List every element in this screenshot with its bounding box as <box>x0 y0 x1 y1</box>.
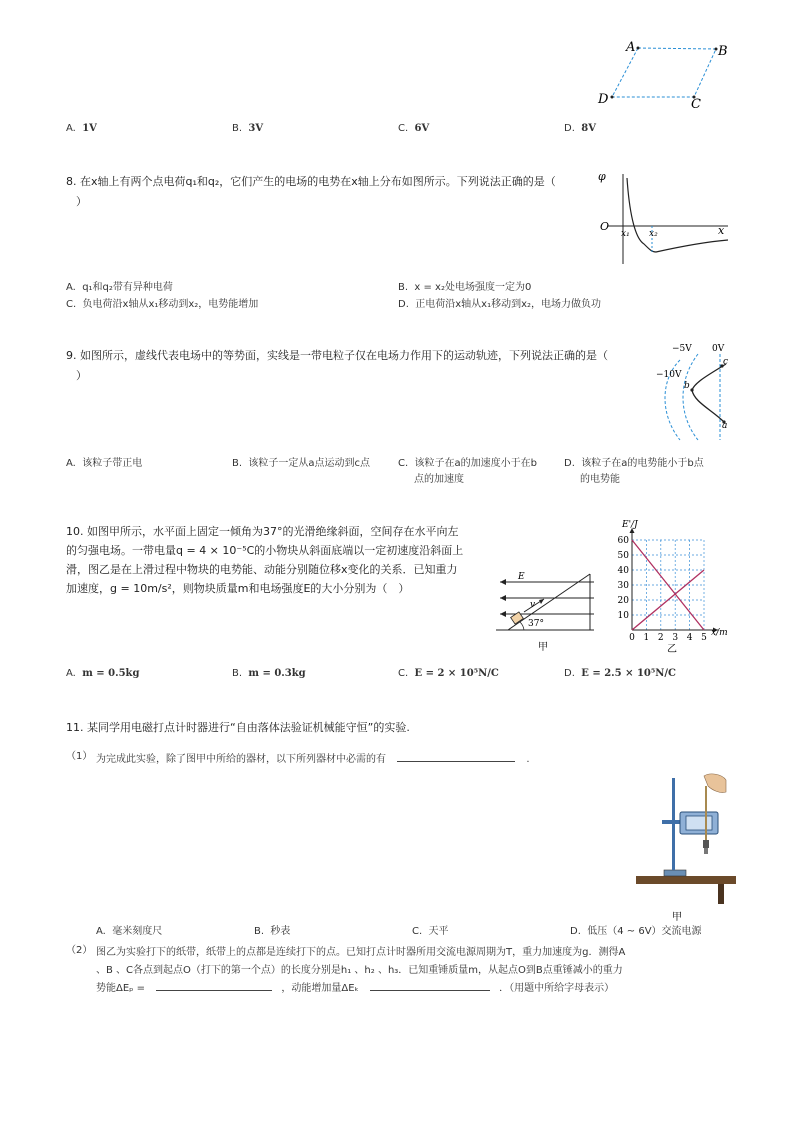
q9-option-c[interactable]: C. 该粒子在a的加速度小于在b 点的加速度 <box>398 458 538 485</box>
label-c: C <box>691 97 701 112</box>
q7-option-d[interactable]: D. 8V <box>564 123 596 134</box>
chart-grid <box>630 528 719 633</box>
label-velocity: v <box>530 600 536 610</box>
q11-part1: 为完成此实验，除了图甲中所给的器材，以下所列器材中必需的有 . <box>96 754 530 765</box>
y-tick-label: 40 <box>617 566 629 576</box>
y-tick-label: 20 <box>617 596 629 606</box>
x-tick-label: 4 <box>686 633 693 643</box>
label-phi: φ <box>598 170 606 183</box>
q9-option-d[interactable]: D. 该粒子在a的电势能小于b点 的电势能 <box>564 458 704 485</box>
label-d: D <box>598 92 609 107</box>
caption-apparatus: 甲 <box>672 912 682 923</box>
q10-incline-figure <box>490 556 600 656</box>
label-angle: 37° <box>528 619 544 629</box>
label-field-e: E <box>518 572 525 582</box>
q7-parallelogram-figure <box>590 36 740 112</box>
x-tick-label: 0 <box>629 633 635 643</box>
q10-option-c[interactable]: C. E = 2 × 10⁵N/C <box>398 668 499 679</box>
q10-option-a[interactable]: A. m = 0.5kg <box>66 668 140 679</box>
y-tick-label: 50 <box>617 551 629 561</box>
y-tick-label: 10 <box>617 611 629 621</box>
label-b: B <box>718 44 728 59</box>
label-point-c: c <box>723 357 729 367</box>
caption-jia: 甲 <box>538 642 548 653</box>
y-tick-label: 30 <box>617 581 629 591</box>
label-0v: 0V <box>712 344 725 354</box>
q11-stem: 11. 某同学用电磁打点计时器进行“自由落体法验证机械能守恒”的实验. <box>66 721 410 734</box>
chart-x-ticks <box>629 633 707 643</box>
q10-option-d[interactable]: D. E = 2.5 × 10⁵N/C <box>564 668 677 679</box>
q11-part1-answer-blank[interactable] <box>397 761 515 762</box>
q11-part1-number: （1） <box>66 751 93 762</box>
label-point-a: a <box>722 421 728 431</box>
q8-potential-graph <box>594 168 734 266</box>
q11-part2-number: （2） <box>66 945 93 956</box>
chart-ylabel: E'/J <box>622 520 638 530</box>
q9-equipotential-figure <box>650 340 740 442</box>
q11-option-a[interactable]: A. 毫米刻度尺 <box>96 926 163 937</box>
label-point-b: b <box>684 381 690 391</box>
chart-xlabel: x/m <box>711 628 728 638</box>
q11-part2: 图乙为实验打下的纸带，纸带上的点都是连续打下的点。已知打点计时器所用交流电源周期为T，重力加速度为g．测得A 、B 、C各点到起点O（打下的第一个点）的长度分别是h₁ 、h₂ 、h₃．已知重锤质量m，从起点O到B点重锤减小的重力 势能ΔEₚ = ，动能增加量ΔEₖ ．（用题中所给字母表示） <box>96 947 626 994</box>
q8-option-c[interactable]: C. 负电荷沿x轴从x₁移动到x₂，电势能增加 <box>66 299 259 310</box>
q10-stem: 10. 如图甲所示，水平面上固定一倾角为37°的光滑绝缘斜面，空间存在水平向左 的匀强电场。一带电量q = 4 × 10⁻⁵C的小物块从斜面底端以一定初速度沿斜面上 滑，图乙是在上滑过程中物块的电势能、动能分别随位移x变化的关系．已知重力 加速度，g = 10m/s²，则物块质量m和电场强度E的大小分别为（ ） <box>66 525 464 595</box>
caption-yi: 乙 <box>667 644 677 655</box>
x-tick-label: 1 <box>643 633 650 643</box>
q11-kinetic-energy-blank[interactable] <box>370 990 490 991</box>
q11-potential-energy-blank[interactable] <box>156 990 272 991</box>
chart-y-ticks <box>618 536 630 621</box>
q9-stem: 9. 如图所示，虚线代表电场中的等势面，实线是一带电粒子仅在电场力作用下的运动轨迹，下列说法正确的是（ ） <box>66 349 608 382</box>
label-x2: x₂ <box>649 229 658 239</box>
q9-option-a[interactable]: A. 该粒子带正电 <box>66 458 143 469</box>
q10-option-b[interactable]: B. m = 0.3kg <box>232 668 306 679</box>
label-x1: x₁ <box>621 229 630 239</box>
q11-apparatus-figure <box>632 772 742 924</box>
q11-option-b[interactable]: B. 秒表 <box>254 926 291 937</box>
label-origin: O <box>600 220 610 233</box>
q7-option-a[interactable]: A. 1V <box>66 123 97 134</box>
q8-option-b[interactable]: B. x = x₂处电场强度一定为0 <box>398 282 532 293</box>
q9-option-b[interactable]: B. 该粒子一定从a点运动到c点 <box>232 458 371 469</box>
label-a: A <box>626 40 636 55</box>
q10-energy-chart <box>608 518 738 658</box>
q7-option-b[interactable]: B. 3V <box>232 123 264 134</box>
label-minus5v: −5V <box>672 344 692 354</box>
q8-option-a[interactable]: A. q₁和q₂带有异种电荷 <box>66 282 173 293</box>
q11-option-d[interactable]: D. 低压（4 ~ 6V）交流电源 <box>570 926 702 937</box>
label-x-axis: x <box>718 224 725 237</box>
label-minus10v: −10V <box>656 370 682 380</box>
q8-option-d[interactable]: D. 正电荷沿x轴从x₁移动到x₂，电场力做负功 <box>398 299 602 310</box>
x-tick-label: 2 <box>657 633 664 643</box>
q11-option-c[interactable]: C. 天平 <box>412 926 449 937</box>
q8-stem: 8. 在x轴上有两个点电荷q₁和q₂，它们产生的电场的电势在x轴上分布如图所示。下列说法正确的是（ ） <box>66 175 556 208</box>
y-tick-label: 60 <box>617 536 629 546</box>
q7-option-c[interactable]: C. 6V <box>398 123 430 134</box>
x-tick-label: 5 <box>701 633 707 643</box>
x-tick-label: 3 <box>672 633 679 643</box>
